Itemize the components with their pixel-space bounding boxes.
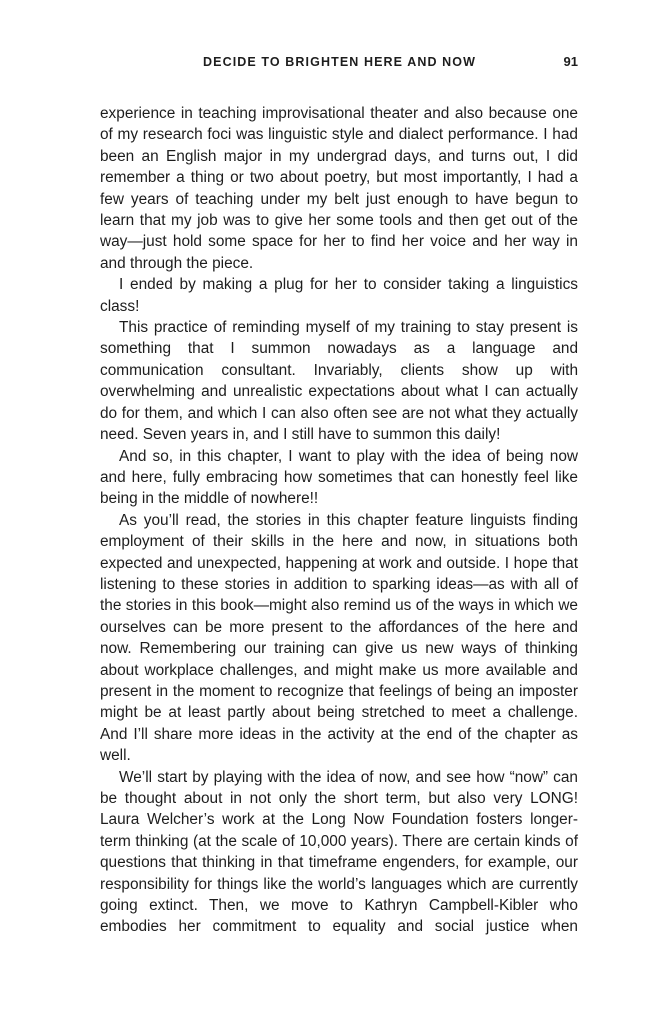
paragraph: And so, in this chapter, I want to play with the idea of being now and here, fully embracing how sometimes that can honestly feel like being in the middle of nowhere!! <box>100 447 578 508</box>
paragraph-continued: experience in teaching improvisational theater and also because one of my research foci was linguistic style and dialect performance. I had been an English major in my undergrad days, and turns out, I did remember a thing or two about poetry, but most importantly, I had a few years of teaching under my belt just enough to have begun to learn that my job was to give her some tools and then get out of the way—just hold some space for her to find her voice and her way in and through the piece. <box>100 105 578 272</box>
paragraph: I ended by making a plug for her to consider taking a linguistics class! <box>100 276 578 315</box>
page-number: 91 <box>563 54 578 69</box>
running-title: DECIDE TO BRIGHTEN HERE AND NOW <box>203 55 476 69</box>
paragraph: This practice of reminding myself of my training to stay present is something that I summon nowadays as a language and communication consultant. Invariably, clients show up with overwhelming and unrealistic expectations about what I can actually do for them, and which I can also often see are not what they actually need. Seven years in, and I still have to summon this daily! <box>100 319 578 444</box>
paragraph-continues: We’ll start by playing with the idea of now, and see how “now” can be thought about in not only the short term, but also very LONG! Laura Welcher’s work at the Long Now Foundation fosters longer-term thinking (at the scale of 10,000 years). There are certain kinds of questions that thinking in that timeframe engenders, for example, our responsibility for things like the world’s languages which are currently going extinct. Then, we move to Kathryn Campbell-Kibler who embodies her commitment to equality and social justice when <box>100 768 578 936</box>
running-head <box>100 52 578 72</box>
paragraph: As you’ll read, the stories in this chapter feature linguists finding employment of their skills in the here and now, in situations both expected and unexpected, happening at work and outside. I hope that listening to these stories in addition to sparking ideas—as with all of the stories in this book—might also remind us of the ways in which we ourselves can be more present to the affordances of the here and now. Remembering our training can give us new ways of thinking about workplace challenges, and might make us more available and present in the moment to recognize that feelings of being an imposter might be at least partly about being stretched to meet a challenge. And I’ll share more ideas in the activity at the end of the chapter as well. <box>100 511 578 765</box>
body-text <box>100 103 578 938</box>
